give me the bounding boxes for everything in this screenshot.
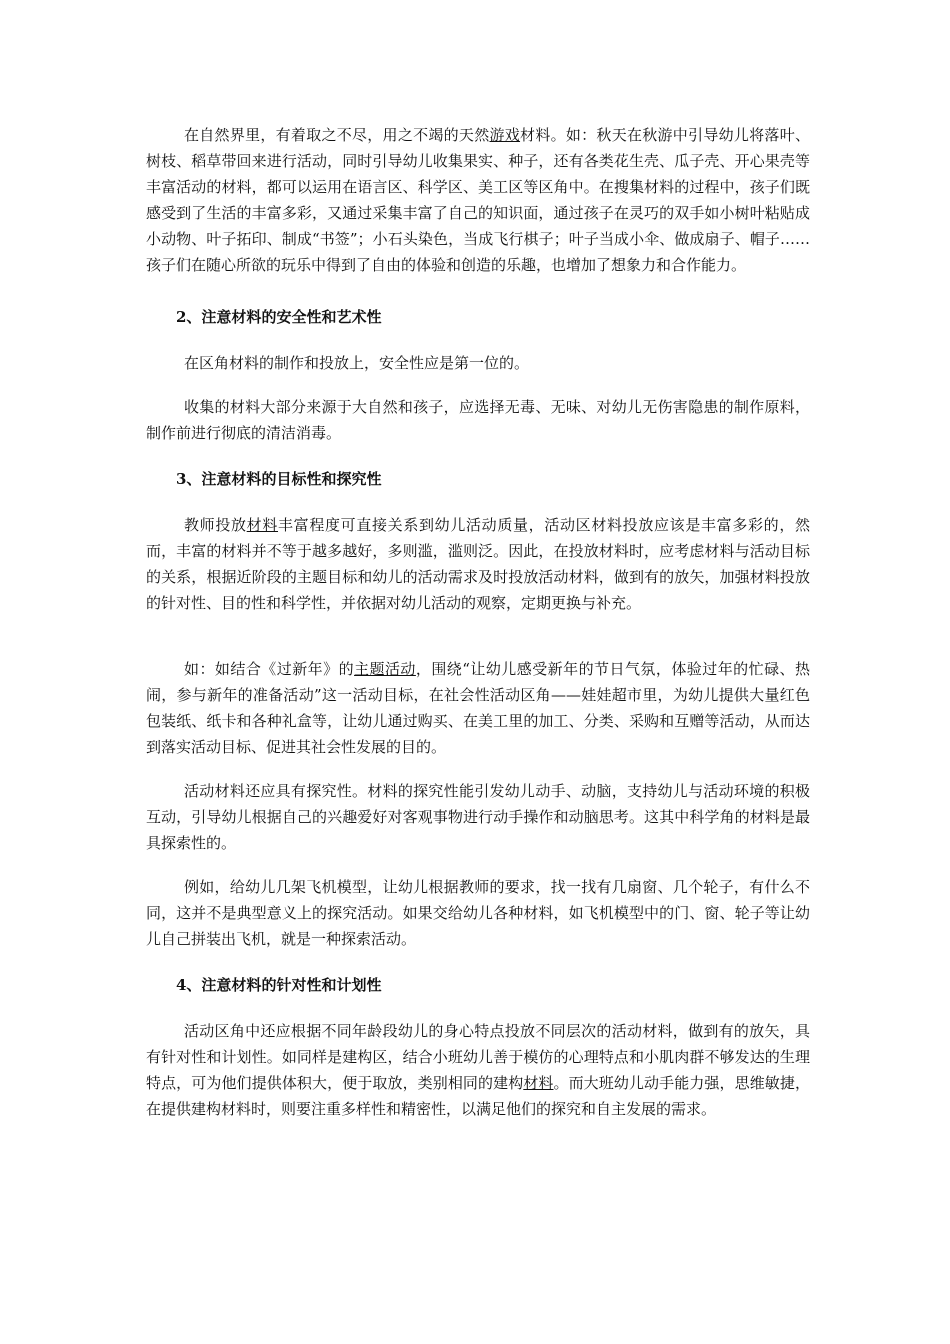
section-heading-goals: 3、注意材料的目标性和探究性	[176, 470, 382, 488]
text-segment: 活动区角中还应根据不同年龄段幼儿的身心特点投放不同层次的活动材料，做到有的放矢，具有针对性和计划性。如同样是建构区，结合小班幼儿善于模仿的心理特点和小肌肉群不够发达的生理特点，可为他们提供体积大，便于取放，类别相同的建构	[146, 1022, 810, 1092]
section-heading-safety: 2、注意材料的安全性和艺术性	[176, 308, 382, 326]
spacer	[146, 330, 810, 350]
section-heading-planning: 4、注意材料的针对性和计划性	[176, 976, 382, 994]
text-segment: 在自然界里，有着取之不尽，用之不竭的天然	[184, 126, 490, 144]
spacer	[146, 760, 810, 778]
link-games[interactable]: 游戏	[489, 126, 521, 144]
text-segment: 。而大班幼儿动手能力强，思维敏捷，在提供建构材料时，则要注重多样性和精密性，以满足他们的探究和自主发展的需求。	[146, 1074, 810, 1118]
spacer	[146, 376, 810, 394]
text-segment: ，围绕“让幼儿感受新年的节日气氛，体验过年的忙碌、热闹，参与新年的准备活动”这一活动目标，在社会性活动区角——娃娃超市里，为幼儿提供大量红色包装纸、纸卡和各种礼盒等，让幼儿通过购买、在美工里的加工、分类、采购和互赠等活动，从而达到落实活动目标、促进其社会性发展的目的。	[146, 660, 810, 756]
paragraph-airplane-example: 例如，给幼儿几架飞机模型，让幼儿根据教师的要求，找一找有几扇窗、几个轮子，有什么不同，这并不是典型意义上的探究活动。如果交给幼儿各种材料，如飞机模型中的门、窗、轮子等让幼儿自己拼装出飞机，就是一种探索活动。	[146, 878, 810, 948]
paragraph-material-richness	[146, 512, 810, 616]
spacer	[146, 278, 810, 304]
link-materials[interactable]: 材料	[246, 516, 279, 534]
text-segment: 材料。如：秋天在秋游中引导幼儿将落叶、树枝、稻草带回来进行活动，同时引导幼儿收集果实、种子，还有各类花生壳、瓜子壳、开心果壳等丰富活动的材料，都可以运用在语言区、科学区、美工区等区角中。在搜集材料的过程中，孩子们既感受到了生活的丰富多彩，又通过采集丰富了自己的知识面，通过孩子在灵巧的双手如小树叶粘贴成小动物、叶子拓印、制成“书签”；小石头染色，当成飞行棋子；叶子当成小伞、做成扇子、帽子……孩子们在随心所欲的玩乐中得到了自由的体验和创造的乐趣，也增加了想象力和合作能力。	[146, 126, 810, 274]
spacer	[146, 856, 810, 874]
spacer	[146, 492, 810, 512]
spacer	[146, 952, 810, 972]
document-page	[146, 122, 810, 1122]
link-building-materials[interactable]: 材料	[523, 1074, 554, 1092]
spacer	[146, 998, 810, 1018]
paragraph-material-sources: 收集的材料大部分来源于大自然和孩子，应选择无毒、无味、对幼儿无伤害隐患的制作原料，制作前进行彻底的清洁消毒。	[146, 398, 810, 442]
text-segment: 教师投放	[184, 516, 247, 534]
link-theme-activity[interactable]: 主题活动	[354, 660, 416, 678]
paragraph-new-year-example	[146, 656, 810, 760]
paragraph-natural-materials	[146, 122, 810, 278]
paragraph-exploratory: 活动材料还应具有探究性。材料的探究性能引发幼儿动手、动脑，支持幼儿与活动环境的积极互动，引导幼儿根据自己的兴趣爱好对客观事物进行动手操作和动脑思考。这其中科学角的材料是最具探索性的。	[146, 782, 810, 852]
paragraph-age-levels	[146, 1018, 810, 1122]
text-segment: 丰富程度可直接关系到幼儿活动质量，活动区材料投放应该是丰富多彩的，然而，丰富的材料并不等于越多越好，多则滥，滥则泛。因此，在投放材料时，应考虑材料与活动目标的关系，根据近阶段的主题目标和幼儿的活动需求及时投放活动材料，做到有的放矢，加强材料投放的针对性、目的性和科学性，并依据对幼儿活动的观察，定期更换与补充。	[146, 516, 810, 612]
spacer	[146, 446, 810, 466]
text-segment: 如：如结合《过新年》的	[184, 660, 355, 678]
paragraph-safety-first: 在区角材料的制作和投放上，安全性应是第一位的。	[184, 354, 530, 372]
spacer	[146, 616, 810, 656]
